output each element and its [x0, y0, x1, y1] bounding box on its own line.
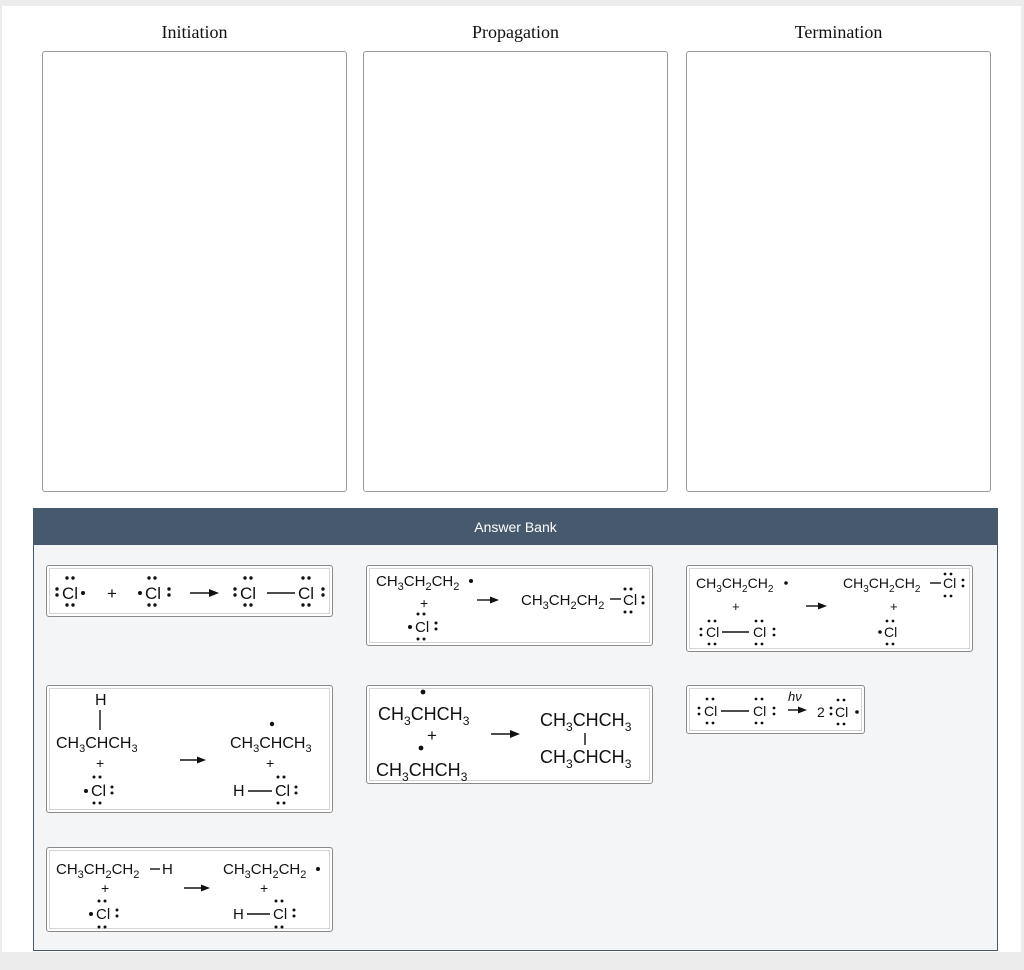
product-cl: Cl	[273, 906, 288, 923]
product-isopropyl-radical: $CH_3CHCH_3$	[230, 735, 312, 755]
product-h: H	[233, 783, 245, 800]
reactant-h: H	[95, 692, 107, 709]
reactant-h: H	[162, 861, 173, 878]
reactant-cl-radical: Cl	[91, 783, 107, 800]
answer-card-propane-primary-h-abstraction[interactable]	[46, 847, 333, 932]
product-propyl-chain: $CH_3CH_2CH_2$	[843, 575, 921, 595]
reaction-propyl-radical-plus-cl2	[687, 566, 974, 653]
product-cl-radical: Cl	[884, 624, 898, 640]
plus-sign: +	[732, 599, 740, 614]
reaction-isopropyl-radical-combination	[367, 686, 654, 785]
product-h: H	[233, 906, 244, 923]
propagation-drop-zone[interactable]	[363, 51, 668, 492]
reactant-propyl-radical: $CH_3CH_2CH_2$	[376, 573, 460, 593]
reaction-arrow	[190, 589, 219, 597]
plus-sign: +	[107, 584, 117, 603]
reaction-cl-radical-combination	[47, 566, 334, 618]
reactant-cl-1: Cl	[62, 584, 79, 603]
reactant-cl-right: Cl	[753, 703, 767, 719]
plus-sign: +	[96, 755, 105, 771]
answer-card-isopropyl-radical-combination[interactable]	[366, 685, 653, 784]
product-dimer-top: $CH_3CHCH_3$	[540, 710, 632, 734]
product-cl: Cl	[275, 783, 291, 800]
initiation-drop-zone[interactable]	[42, 51, 347, 492]
reactant-cl-radical: Cl	[415, 619, 430, 636]
reactant-cl-radical: Cl	[96, 906, 111, 923]
reaction-arrow	[180, 757, 206, 764]
plus-sign: +	[427, 726, 437, 745]
reactant-isopropyl-radical-2: $CH_3CHCH_3$	[376, 760, 468, 784]
reaction-arrow	[806, 603, 827, 610]
product-cl-right: Cl	[298, 584, 315, 603]
answer-card-cl-radical-combination[interactable]	[46, 565, 333, 617]
reaction-cl2-homolysis	[687, 686, 866, 735]
answer-card-cl2-homolysis[interactable]	[686, 685, 865, 734]
reaction-propane-secondary-h-abstraction	[47, 686, 334, 814]
reaction-arrow	[477, 597, 499, 604]
answer-bank	[33, 508, 998, 951]
bin-title-propagation: Propagation	[472, 22, 559, 42]
bin-title-initiation: Initiation	[161, 22, 228, 42]
reactant-cl-right: Cl	[753, 624, 767, 640]
plus-sign-product: +	[266, 755, 275, 771]
product-coefficient: 2	[817, 704, 825, 720]
reaction-propane-primary-h-abstraction	[47, 848, 334, 933]
plus-sign: +	[101, 880, 110, 896]
answer-bank-header	[34, 509, 997, 545]
plus-sign: +	[420, 595, 429, 611]
answer-card-propyl-radical-plus-cl2[interactable]	[686, 565, 973, 652]
answer-card-propane-secondary-h-abstraction[interactable]	[46, 685, 333, 813]
answer-card-propyl-radical-plus-cl[interactable]	[366, 565, 653, 646]
reactant-propane: $CH_3CH_2CH_2$	[56, 861, 140, 881]
product-cl-left: Cl	[240, 584, 257, 603]
answer-bank-title: Answer Bank	[474, 519, 557, 535]
reactant-cl-left: Cl	[704, 703, 718, 719]
reactant-cl-2: Cl	[145, 584, 162, 603]
reactant-cl-left: Cl	[706, 624, 720, 640]
product-cl: Cl	[623, 592, 638, 609]
bin-title-termination: Termination	[794, 22, 883, 42]
reactant-isopropyl-radical-1: $CH_3CHCH_3$	[378, 704, 470, 728]
reaction-arrow	[184, 885, 210, 892]
reactant-propyl-radical: $CH_3CH_2CH_2$	[696, 575, 774, 595]
product-propyl-radical: $CH_3CH_2CH_2$	[223, 861, 307, 881]
product-dimer-bottom: $CH_3CHCH_3$	[540, 747, 632, 771]
light-label: hν	[788, 689, 802, 704]
reaction-arrow	[788, 707, 807, 714]
product-cl-radical: Cl	[835, 704, 849, 720]
termination-drop-zone[interactable]	[686, 51, 991, 492]
product-propyl-chain: $CH_3CH_2CH_2$	[521, 592, 605, 612]
plus-sign-product: +	[890, 599, 898, 614]
reaction-propyl-radical-plus-cl	[367, 566, 654, 647]
reaction-arrow	[491, 730, 520, 738]
plus-sign-product: +	[260, 880, 269, 896]
product-cl: Cl	[943, 575, 957, 591]
reactant-propane: $CH_3CHCH_3$	[56, 735, 138, 755]
